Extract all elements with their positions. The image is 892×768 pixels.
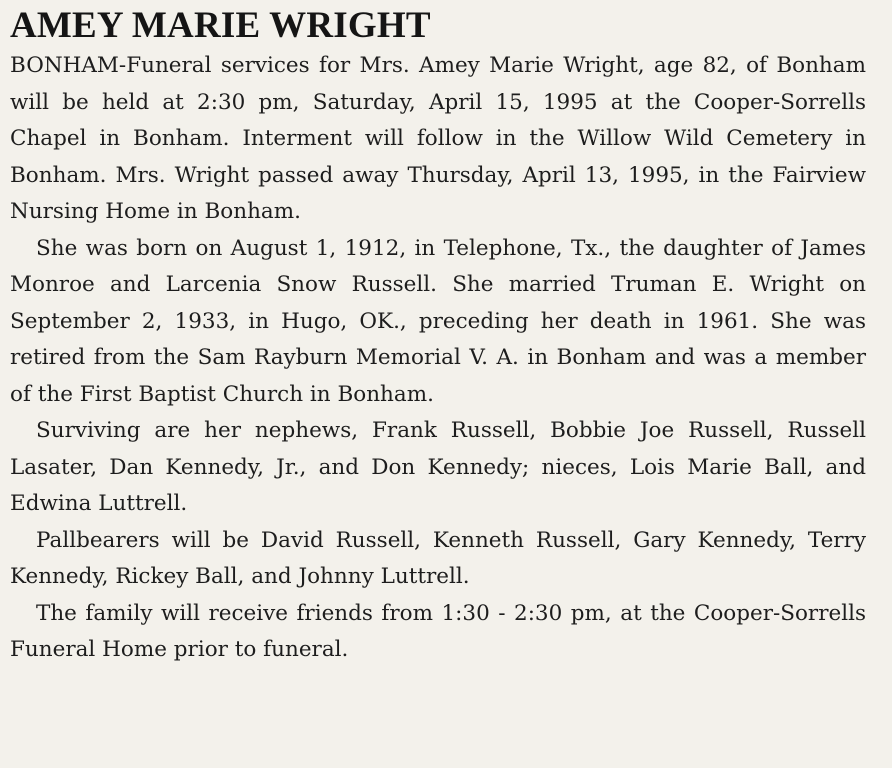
obituary-paragraph-biography: She was born on August 1, 1912, in Telephone, Tx., the daughter of James Monroe and Larcenia Snow Russell. She married Truman E. Wright on September 2, 1933, in Hugo, OK., preceding her death in 1961. She was retired from the Sam Rayburn Memorial V. A. in Bonham and was a member of the First Baptist Church in Bonham. <box>10 235 866 407</box>
obituary-paragraph-visitation: The family will receive friends from 1:30 - 2:30 pm, at the Cooper-Sorrells Funeral Home prior to funeral. <box>10 600 866 662</box>
obituary-paragraph-survivors: Surviving are her nephews, Frank Russell, Bobbie Joe Russell, Russell Lasater, Dan Kennedy, Jr., and Don Kennedy; nieces, Lois Marie Ball, and Edwina Luttrell. <box>10 418 866 516</box>
obituary-paragraph-services: BONHAM-Funeral services for Mrs. Amey Marie Wright, age 82, of Bonham will be held at 2:30 pm, Saturday, April 15, 1995 at the Cooper-Sorrells Chapel in Bonham. Interment will follow in the Willow Wild Cemetery in Bonham. Mrs. Wright passed away Thursday, April 13, 1995, in the Fairview Nursing Home in Bonham. <box>10 53 866 224</box>
obituary-paragraph-pallbearers: Pallbearers will be David Russell, Kenneth Russell, Gary Kennedy, Terry Kennedy, Rickey Ball, and Johnny Luttrell. <box>10 527 866 589</box>
obituary-headline: AMEY MARIE WRIGHT <box>10 5 431 46</box>
